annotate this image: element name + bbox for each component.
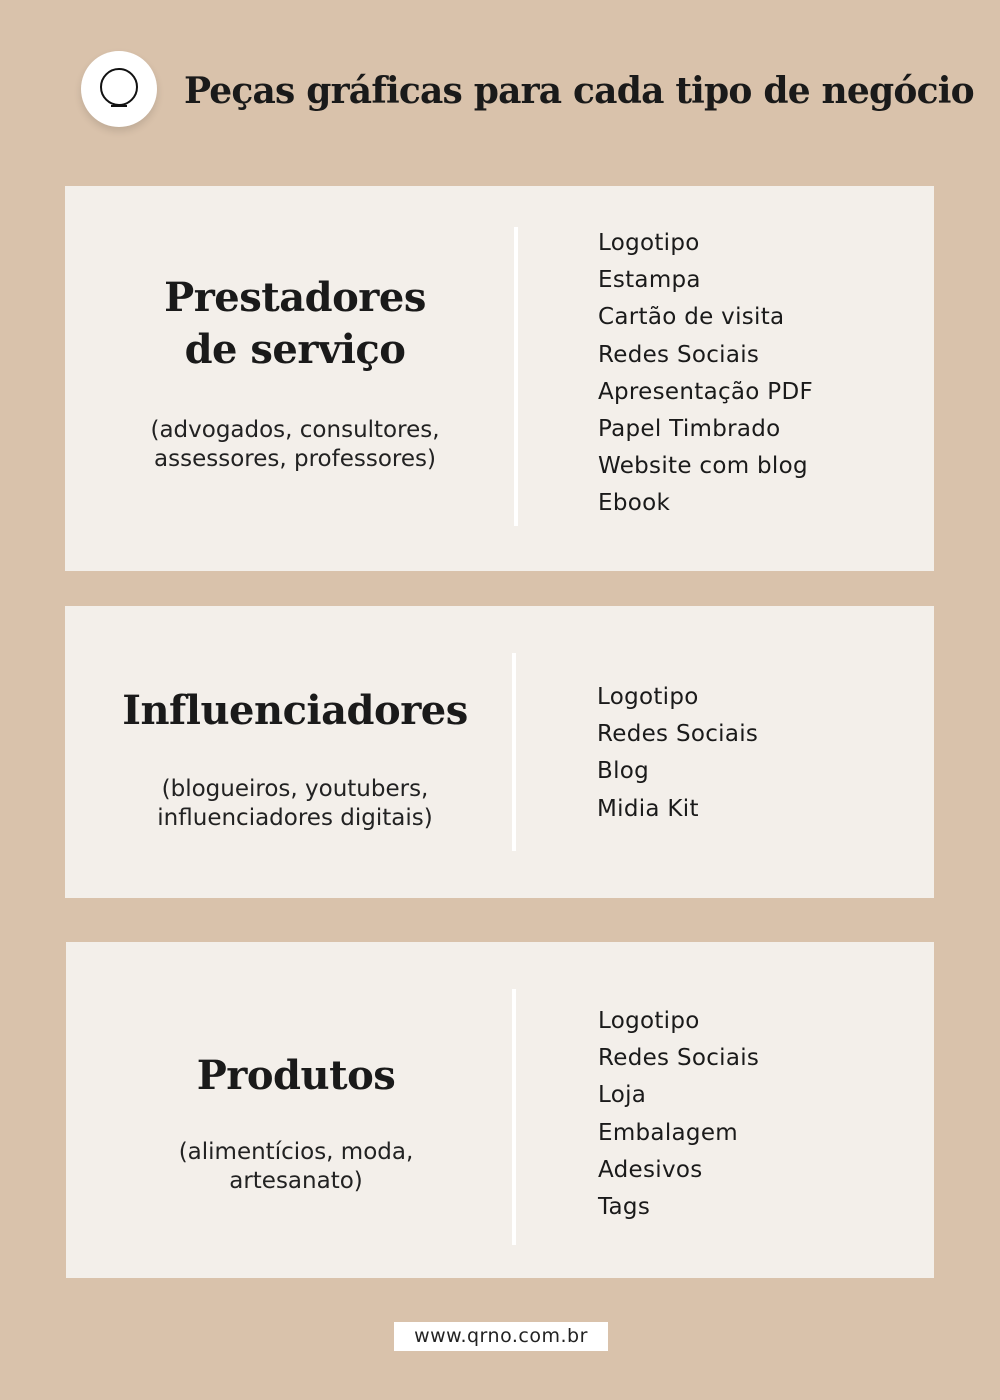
list-item: Estampa (598, 267, 701, 294)
list-item: Redes Sociais (598, 341, 760, 368)
card-produtos (66, 942, 934, 1278)
list-item: Embalagem (598, 1119, 738, 1146)
page-title: Peças gráficas para cada tipo de negócio (184, 70, 974, 112)
card-subtitle-line2: influenciadores digitais) (157, 805, 433, 831)
item-list (597, 679, 758, 828)
list-item: Loja (598, 1082, 647, 1109)
list-item: Papel Timbrado (598, 416, 781, 443)
divider (512, 989, 516, 1245)
list-item: Adesivos (598, 1156, 703, 1183)
list-item: Redes Sociais (598, 1045, 760, 1072)
list-item: Redes Sociais (597, 721, 759, 748)
card-title-line1: Prestadores (164, 274, 426, 321)
item-list (598, 1003, 759, 1226)
item-list (598, 225, 813, 523)
list-item: Logotipo (598, 1008, 700, 1034)
divider (512, 653, 516, 851)
divider (514, 227, 518, 526)
list-item: Blog (597, 758, 650, 785)
page-header (0, 0, 1000, 186)
card-subtitle-line2: artesanato) (229, 1168, 363, 1194)
card-subtitle-line1: (advogados, consultores, (150, 417, 440, 443)
card-subtitle-line1: (blogueiros, youtubers, (161, 776, 429, 802)
list-item: Apresentação PDF (598, 378, 813, 405)
logo (81, 51, 157, 127)
card-influenciadores (65, 606, 934, 898)
card-title-line1: Produtos (196, 1052, 396, 1099)
list-item: Midia Kit (597, 795, 699, 822)
card-prestadores (65, 186, 934, 571)
footer-url[interactable]: www.qrno.com.br (394, 1322, 608, 1351)
list-item: Website com blog (598, 453, 808, 480)
card-subtitle-line1: (alimentícios, moda, (178, 1139, 414, 1165)
card-title-line2: de serviço (184, 326, 406, 373)
card-heading-group (66, 1050, 526, 1196)
card-heading-group (65, 685, 525, 833)
q-letter-icon (81, 51, 157, 127)
card-title-line1: Influenciadores (122, 687, 468, 734)
list-item: Logotipo (598, 230, 700, 256)
card-heading-group (65, 272, 525, 474)
list-item: Logotipo (597, 684, 699, 710)
list-item: Tags (598, 1194, 651, 1221)
list-item: Ebook (598, 490, 671, 517)
list-item: Cartão de visita (598, 304, 785, 331)
card-subtitle-line2: assessores, professores) (154, 446, 436, 472)
